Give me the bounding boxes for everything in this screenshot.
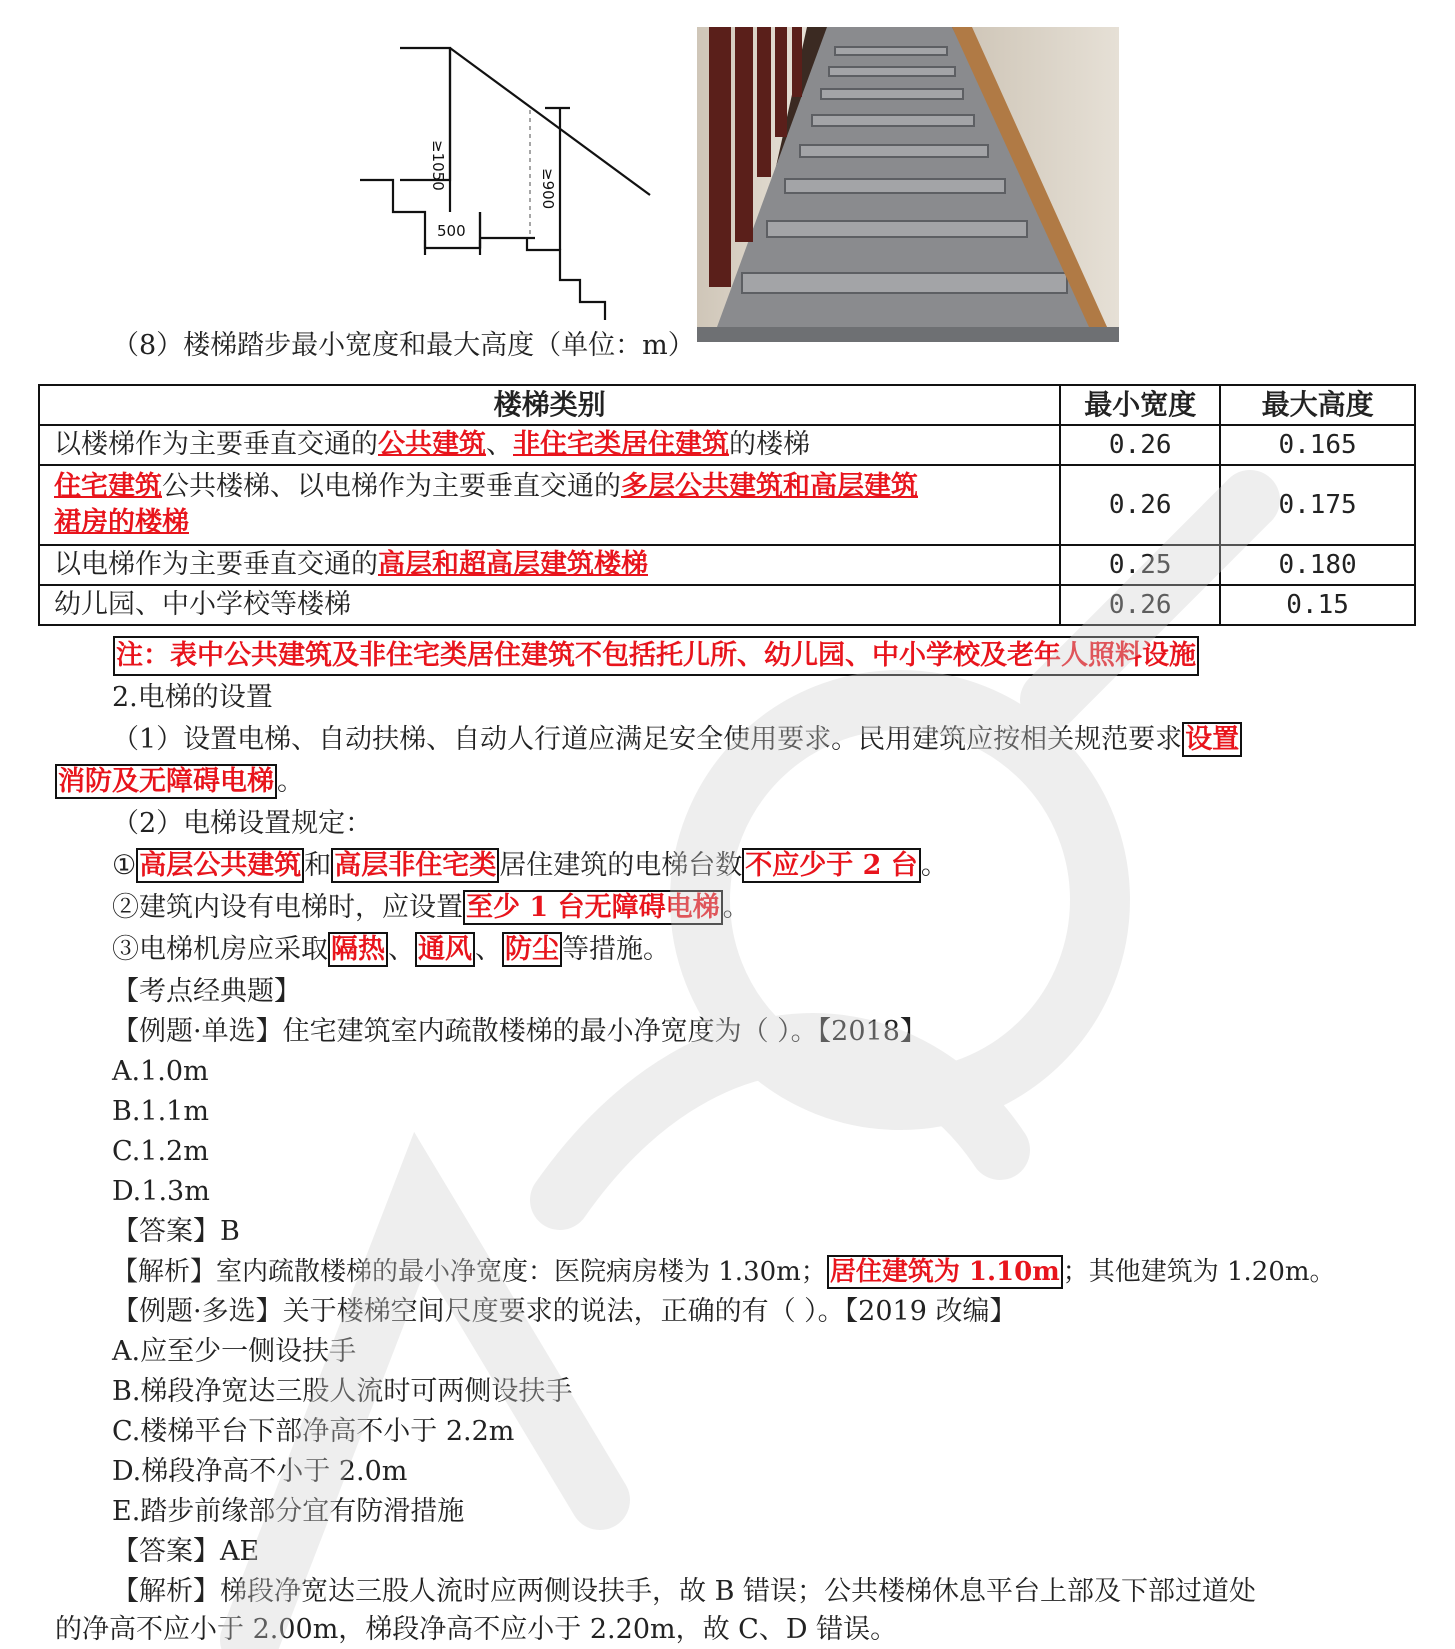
q2-explanation-line1: 【解析】梯段净宽达三股人流时应两侧设扶手，故 B 错误；公共楼梯休息平台上部及下部过道处 xyxy=(112,1576,1257,1607)
min-width-cell: 0.26 xyxy=(1060,585,1220,625)
paragraph-2: （2）电梯设置规定： xyxy=(112,808,373,839)
q1-explanation: 【解析】室内疏散楼梯的最小净宽度：医院病房楼为 1.30m； 居住建筑为 1.10m ；其他建筑为 1.20m。 xyxy=(112,1257,1336,1287)
section-title: 2.电梯的设置 xyxy=(112,682,273,713)
min-width-cell: 0.25 xyxy=(1060,545,1220,585)
table-row xyxy=(39,585,1415,625)
rule-3: ③电梯机房应采取 隔热 、 通风 、 防尘 等措施。 xyxy=(112,934,670,965)
table-note: 注：表中公共建筑及非住宅类居住建筑不包括托儿所、幼儿园、中小学校及老年人照料设施 xyxy=(113,636,1199,676)
q1-option: B.1.1m xyxy=(112,1096,209,1127)
stair-type-cell: 以电梯作为主要垂直交通的高层和超高层建筑楼梯 xyxy=(39,545,1060,585)
question-1: 【例题·单选】住宅建筑室内疏散楼梯的最小净宽度为（ ）。【2018】 xyxy=(112,1016,927,1047)
q2-option: B.梯段净宽达三股人流时可两侧设扶手 xyxy=(112,1376,573,1407)
stair-type-cell: 住宅建筑公共楼梯、以电梯作为主要垂直交通的多层公共建筑和高层建筑 裙房的楼梯 xyxy=(39,465,1060,545)
header-max-height: 最大高度 xyxy=(1220,385,1415,425)
staircase-photo xyxy=(697,27,1119,342)
q1-option: D.1.3m xyxy=(112,1176,210,1207)
q1-option: C.1.2m xyxy=(112,1136,209,1167)
rule-1: ① 高层公共建筑 和 高层非住宅类 居住建筑的电梯台数 不应少于 2 台 。 xyxy=(112,850,948,881)
max-height-cell: 0.165 xyxy=(1220,425,1415,465)
table-row xyxy=(39,465,1415,545)
header-min-width: 最小宽度 xyxy=(1060,385,1220,425)
stair-step-table xyxy=(38,384,1416,626)
dim-1050-label: ≥1050 xyxy=(429,140,447,191)
q2-option: C.楼梯平台下部净高不小于 2.2m xyxy=(112,1416,515,1447)
table-row xyxy=(39,545,1415,585)
dim-900-label: ≥900 xyxy=(539,168,557,210)
q2-answer: 【答案】AE xyxy=(112,1536,260,1567)
min-width-cell: 0.26 xyxy=(1060,465,1220,545)
q1-option: A.1.0m xyxy=(112,1056,209,1087)
paragraph-1-cont: 消防及无障碍电梯 。 xyxy=(55,764,304,800)
header-stair-type: 楼梯类别 xyxy=(39,385,1060,425)
table-header-row xyxy=(39,385,1415,425)
stair-type-cell: 以楼梯作为主要垂直交通的公共建筑、非住宅类居住建筑的楼梯 xyxy=(39,425,1060,465)
max-height-cell: 0.180 xyxy=(1220,545,1415,585)
q1-answer: 【答案】B xyxy=(112,1216,240,1247)
max-height-cell: 0.175 xyxy=(1220,465,1415,545)
max-height-cell: 0.15 xyxy=(1220,585,1415,625)
stair-handrail-diagram xyxy=(355,40,660,320)
exam-heading: 【考点经典题】 xyxy=(112,976,301,1007)
rule-2: ②建筑内设有电梯时，应设置 至少 1 台无障碍电梯 。 xyxy=(112,892,750,923)
question-2: 【例题·多选】关于楼梯空间尺度要求的说法，正确的有（ ）。【2019 改编】 xyxy=(112,1296,1017,1327)
q2-option: D.梯段净高不小于 2.0m xyxy=(112,1456,408,1487)
q2-option: E.踏步前缘部分宜有防滑措施 xyxy=(112,1496,465,1527)
stair-type-cell: 幼儿园、中小学校等楼梯 xyxy=(39,585,1060,625)
table-row xyxy=(39,425,1415,465)
min-width-cell: 0.26 xyxy=(1060,425,1220,465)
table-caption: （8）楼梯踏步最小宽度和最大高度（单位：m） xyxy=(112,330,695,361)
dim-500-label: 500 xyxy=(437,222,466,240)
q2-option: A.应至少一侧设扶手 xyxy=(112,1336,357,1367)
paragraph-1: （1）设置电梯、自动扶梯、自动人行道应满足安全使用要求。民用建筑应按相关规范要求 设置 xyxy=(112,722,1242,758)
q2-explanation-line2: 的净高不应小于 2.00m，梯段净高不应小于 2.20m，故 C、D 错误。 xyxy=(55,1614,898,1645)
